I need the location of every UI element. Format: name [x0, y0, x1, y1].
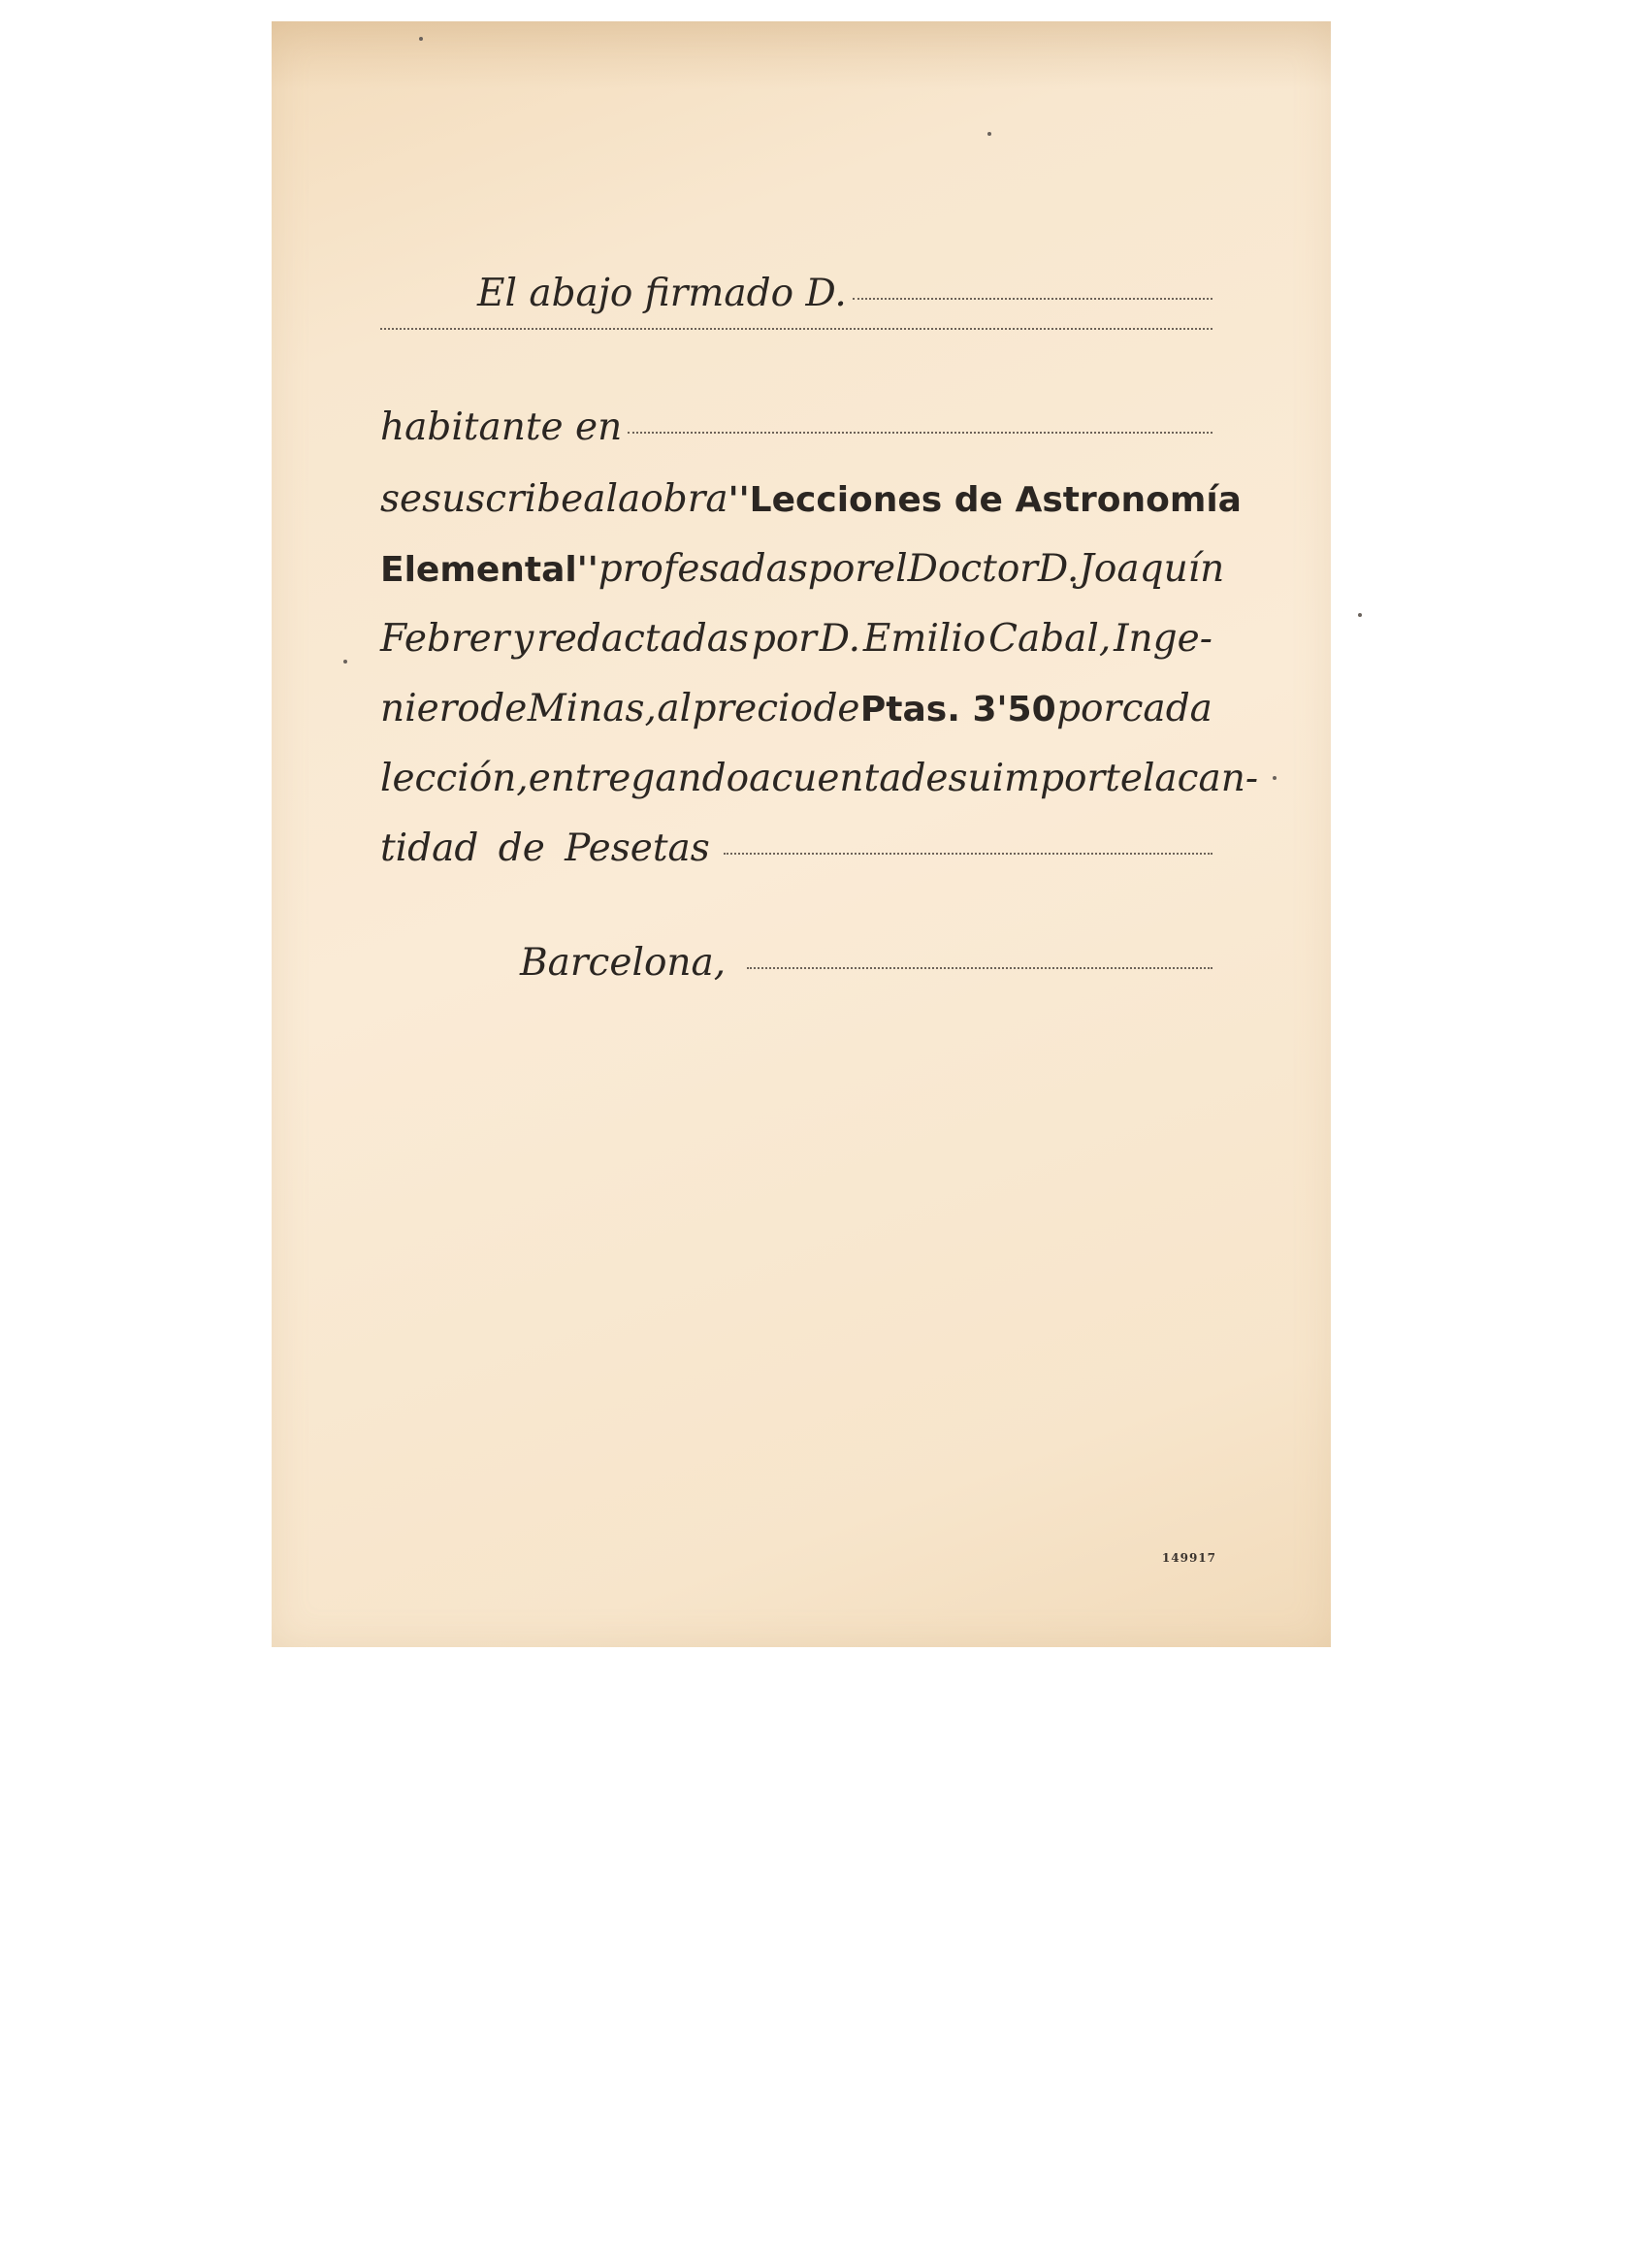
subscription-form-sheet: [272, 21, 1331, 1647]
body-line-5: [380, 757, 1259, 800]
signer-name-blank: [853, 298, 1212, 300]
signer-label: El abajo firmado D.: [477, 272, 847, 315]
city-label: Barcelona,: [520, 941, 727, 985]
word: Febrer: [380, 617, 510, 661]
word: al: [657, 687, 693, 730]
word: por: [807, 547, 873, 591]
residence-label: habitante en: [380, 405, 623, 449]
work-title-part-2: Elemental'': [380, 550, 598, 590]
word: el: [873, 547, 908, 591]
word: Joaquín: [1079, 547, 1225, 591]
word: y: [512, 617, 534, 661]
word: se: [380, 477, 423, 521]
paper-speck: [419, 37, 423, 41]
body-line-3: [380, 617, 1212, 661]
word: importe: [991, 757, 1143, 800]
word: Cabal,: [988, 617, 1112, 661]
word: Emilio: [862, 617, 986, 661]
word: la: [1142, 757, 1178, 800]
word: D.: [1037, 547, 1080, 591]
place-date-line: [520, 941, 1212, 985]
word: niero: [380, 687, 480, 730]
signer-name-continuation-line: [380, 334, 1212, 336]
print-serial-number: 149917: [1161, 1551, 1216, 1565]
word: obra: [640, 477, 728, 521]
word: Minas,: [527, 687, 657, 730]
word: Inge-: [1114, 617, 1212, 661]
amount-label: tidad de Pesetas: [380, 826, 710, 870]
word: a: [583, 477, 606, 521]
word: redactadas: [536, 617, 750, 661]
word: por: [1056, 687, 1122, 730]
body-line-2: [380, 547, 1225, 591]
word: de: [901, 757, 949, 800]
word: entregando: [528, 757, 750, 800]
word: precio: [692, 687, 813, 730]
word: de: [480, 687, 528, 730]
word: D.: [819, 617, 861, 661]
word: a: [749, 757, 772, 800]
paper-speck: [343, 660, 347, 664]
body-line-4: [380, 687, 1212, 730]
word: cada: [1121, 687, 1212, 730]
word: can-: [1177, 757, 1259, 800]
word: la: [605, 477, 641, 521]
word: lección,: [380, 757, 529, 800]
word: cuenta: [771, 757, 902, 800]
word: de: [813, 687, 860, 730]
paper-speck: [1358, 613, 1362, 617]
paper-speck: [987, 132, 991, 136]
amount-line: [380, 826, 1212, 870]
signer-name-continuation-blank: [380, 328, 1212, 330]
signer-name-line: [477, 272, 1212, 315]
price-per-lesson: Ptas. 3'50: [859, 690, 1056, 729]
word: profesadas: [598, 547, 808, 591]
word: por: [751, 617, 817, 661]
word: Doctor: [907, 547, 1038, 591]
residence-blank: [628, 432, 1212, 434]
work-title-part-1: ''Lecciones de Astronomía: [728, 480, 1242, 520]
date-blank: [747, 967, 1212, 969]
word: suscribe: [422, 477, 584, 521]
paper-speck: [1273, 776, 1277, 780]
residence-line: [380, 405, 1212, 449]
amount-blank: [724, 853, 1212, 855]
word: su: [948, 757, 992, 800]
body-line-1: [380, 477, 1242, 521]
